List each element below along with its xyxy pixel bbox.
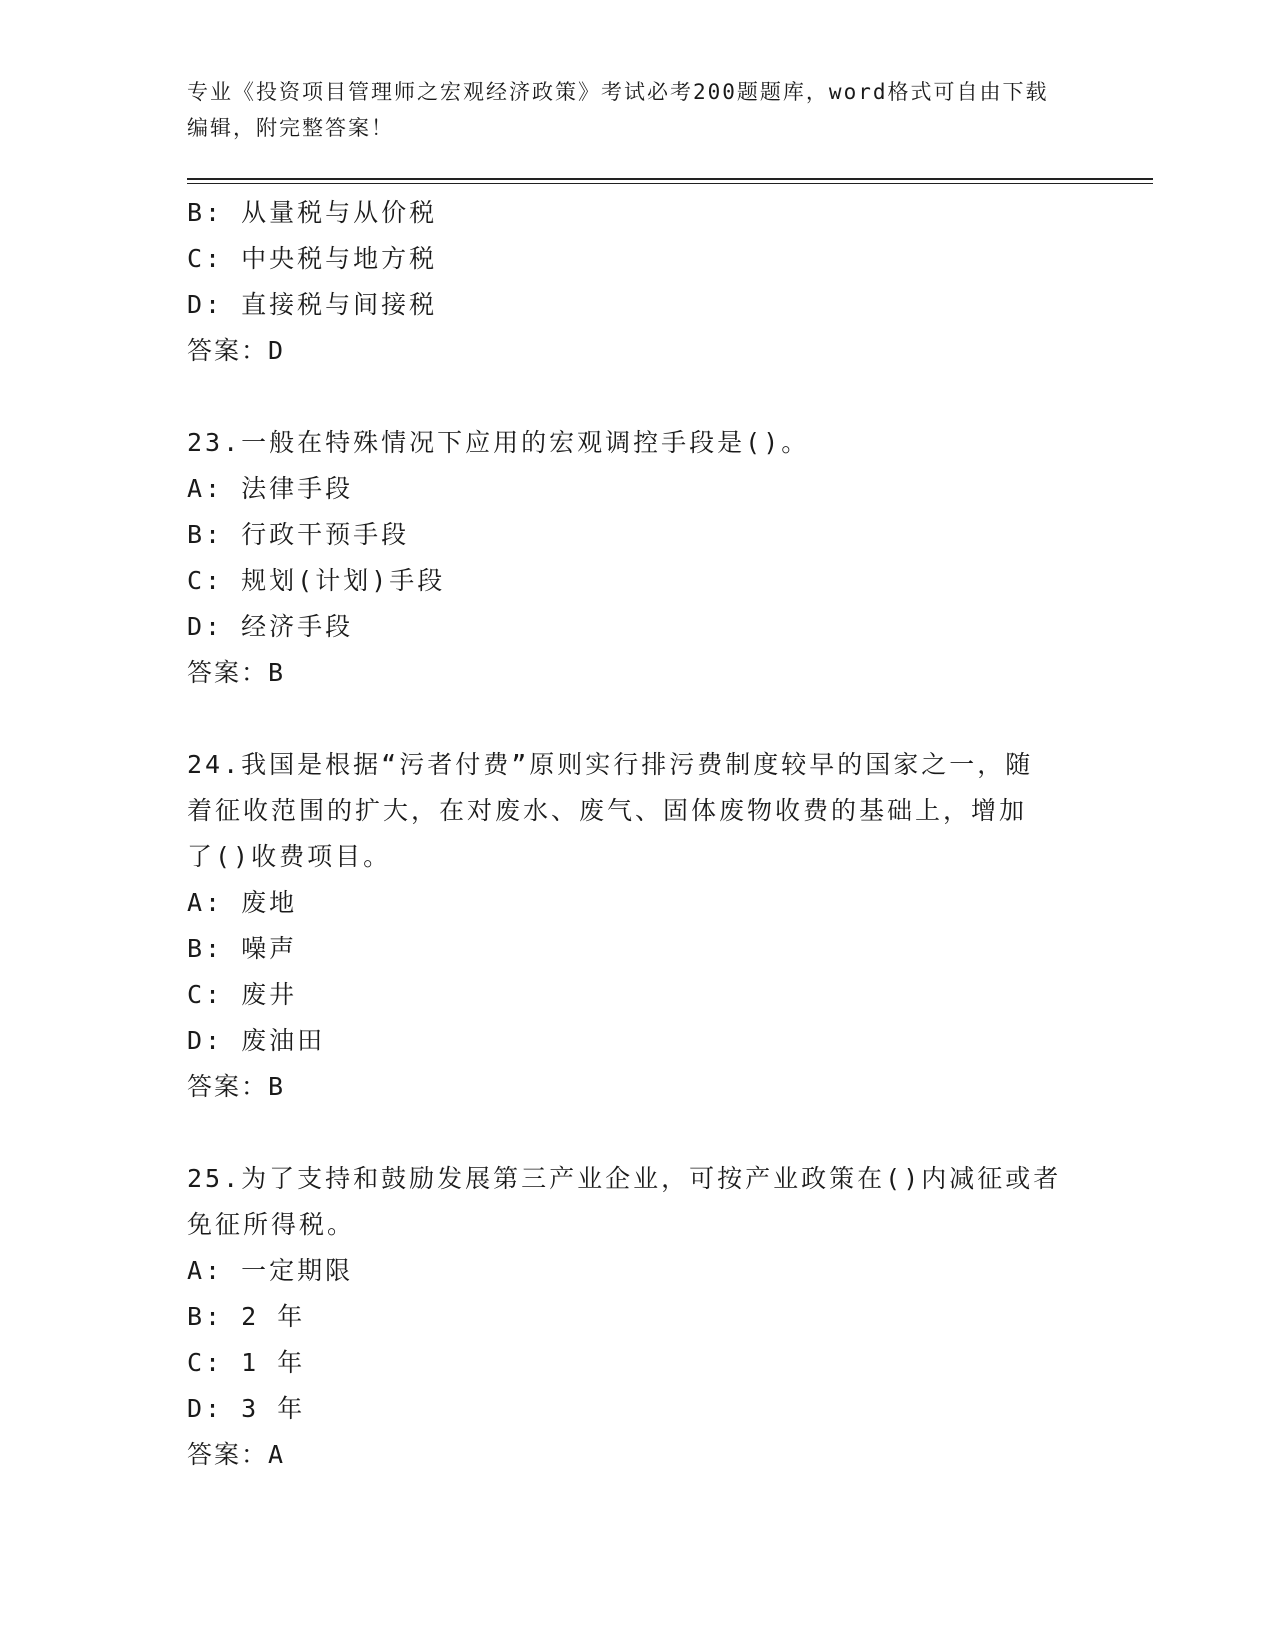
question-text-line-3: 了()收费项目。: [187, 842, 392, 871]
answer-line: 答案：A: [187, 1440, 286, 1469]
option-c: C: 中央税与地方税: [187, 244, 438, 273]
option-d: D: 废油田: [187, 1026, 326, 1055]
option-b: B: 行政干预手段: [187, 520, 410, 549]
option-d: D: 直接税与间接税: [187, 290, 438, 319]
answer-line: 答案：B: [187, 658, 286, 687]
option-b: B: 噪声: [187, 934, 298, 963]
header-rule-thick: [187, 178, 1153, 180]
question-spacer: [187, 696, 1087, 742]
question-text-line-1: 25.为了支持和鼓励发展第三产业企业，可按产业政策在()内减征或者: [187, 1164, 1062, 1193]
option-a: A: 一定期限: [187, 1256, 354, 1285]
option-d: D: 经济手段: [187, 612, 354, 641]
question-text-line-2: 免征所得税。: [187, 1210, 356, 1239]
option-c: C: 废井: [187, 980, 298, 1009]
question-spacer: [187, 374, 1087, 420]
question-spacer: [187, 1110, 1087, 1156]
question-text-line-2: 着征收范围的扩大，在对废水、废气、固体废物收费的基础上，增加: [187, 796, 1028, 825]
question-block-25: [187, 1156, 1087, 1478]
question-text-line-1: 24.我国是根据“污者付费”原则实行排污费制度较早的国家之一，随: [187, 750, 1034, 779]
option-a: A: 法律手段: [187, 474, 354, 503]
option-b: B: 2 年: [187, 1302, 306, 1331]
option-b: B: 从量税与从价税: [187, 198, 438, 227]
answer-line: 答案：B: [187, 1072, 286, 1101]
question-block-23: [187, 420, 1087, 696]
prev-question-block: [187, 190, 1087, 374]
option-c: C: 规划(计划)手段: [187, 566, 446, 595]
option-d: D: 3 年: [187, 1394, 306, 1423]
question-content: [187, 190, 1087, 1478]
question-block-24: [187, 742, 1087, 1110]
header-rule-thin: [187, 183, 1153, 184]
answer-line: 答案：D: [187, 336, 286, 365]
option-a: A: 废地: [187, 888, 298, 917]
question-text: 23.一般在特殊情况下应用的宏观调控手段是()。: [187, 428, 810, 457]
document-header: 专业《投资项目管理师之宏观经济政策》考试必考200题题库，word格式可自由下载编辑，附完整答案！: [187, 80, 1049, 140]
option-c: C: 1 年: [187, 1348, 306, 1377]
